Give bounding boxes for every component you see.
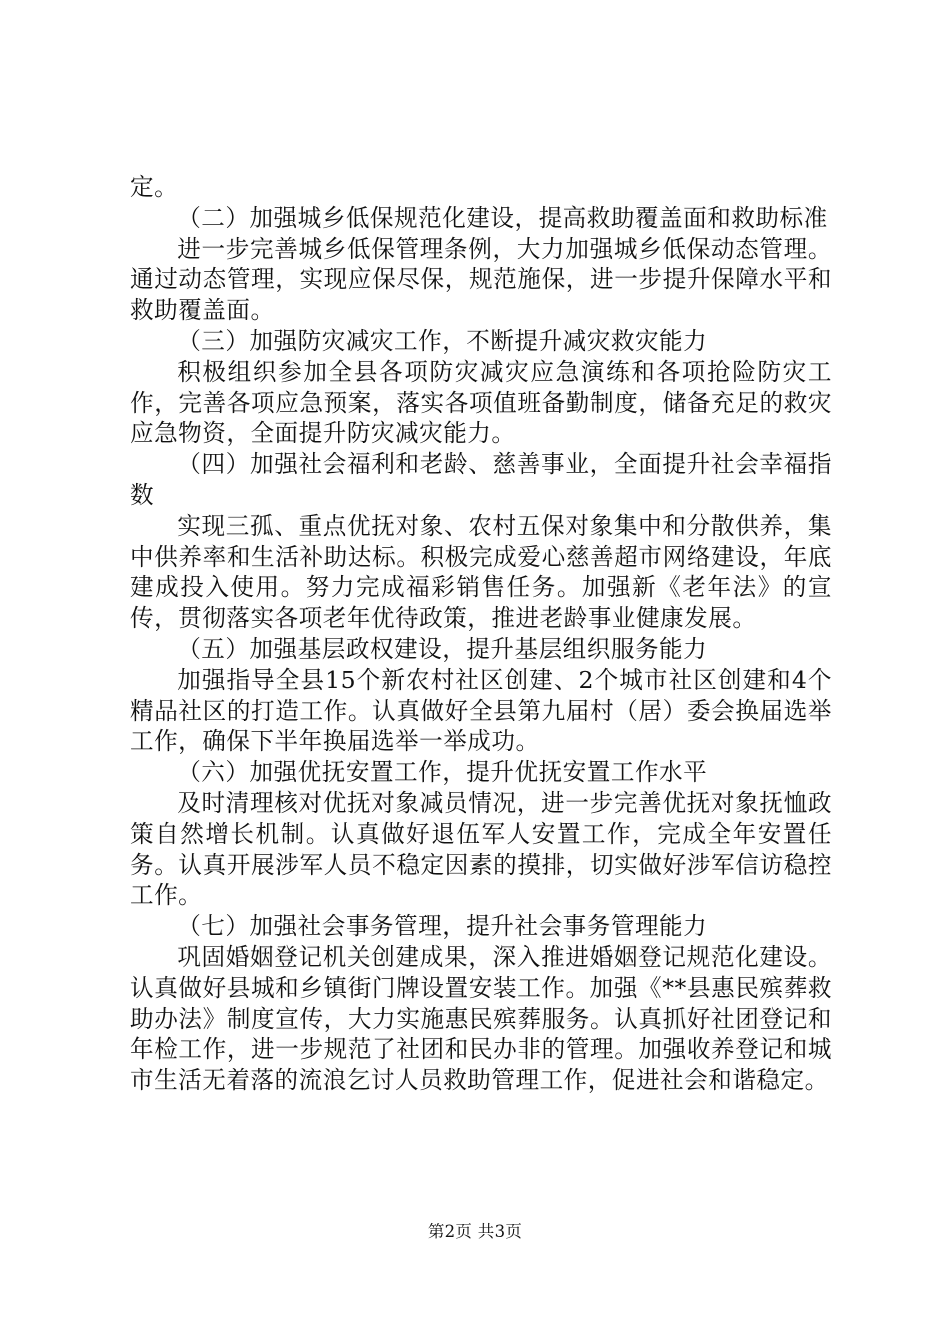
page-footer — [0, 1218, 950, 1242]
section-paragraph: 加强指导全县15个新农村社区创建、2个城市社区创建和4个精品社区的打造工作。认真做好全县第九届村（居）委会换届选举工作，确保下半年换届选举一举成功。 — [130, 665, 832, 756]
continuation-text: 定。 — [130, 173, 179, 201]
section-paragraph: 实现三孤、重点优抚对象、农村五保对象集中和分散供养，集中供养率和生活补助达标。积极完成爱心慈善超市网络建设，年底建成投入使用。努力完成福彩销售任务。加强新《老年法》的宣传，贯彻落实各项老年优待政策，推进老龄事业健康发展。 — [130, 511, 832, 633]
section-heading: （七）加强社会事务管理，提升社会事务管理能力 — [177, 912, 708, 941]
section-heading: （二）加强城乡低保规范化建设，提高救助覆盖面和救助标准 — [177, 203, 828, 232]
section-heading: （四）加强社会福利和老龄、慈善事业，全面提升社会幸福指数 — [130, 450, 832, 509]
section-paragraph: 积极组织参加全县各项防灾减灾应急演练和各项抢险防灾工作，完善各项应急预案，落实各项值班备勤制度，储备充足的救灾应急物资，全面提升防灾减灾能力。 — [130, 357, 832, 448]
page-number: 第2页 共3页 — [427, 1222, 523, 1241]
section-paragraph: 巩固婚姻登记机关创建成果，深入推进婚姻登记规范化建设。认真做好县城和乡镇街门牌设置安装工作。加强《**县惠民殡葬救助办法》制度宣传，大力实施惠民殡葬服务。认真抓好社团登记和年检工作，进一步规范了社团和民办非的管理。加强收养登记和城市生活无着落的流浪乞讨人员救助管理工作，促进社会和谐稳定。 — [130, 942, 832, 1095]
document-body — [130, 172, 832, 1096]
section-paragraph: 进一步完善城乡低保管理条例，大力加强城乡低保动态管理。通过动态管理，实现应保尽保，规范施保，进一步提升保障水平和救助覆盖面。 — [130, 234, 832, 325]
section-heading: （五）加强基层政权建设，提升基层组织服务能力 — [177, 634, 708, 663]
section-heading: （三）加强防灾减灾工作，不断提升减灾救灾能力 — [177, 326, 708, 355]
section-heading: （六）加强优抚安置工作，提升优抚安置工作水平 — [177, 758, 708, 787]
section-paragraph: 及时清理核对优抚对象减员情况，进一步完善优抚对象抚恤政策自然增长机制。认真做好退伍军人安置工作，完成全年安置任务。认真开展涉军人员不稳定因素的摸排，切实做好涉军信访稳控工作。 — [130, 788, 832, 910]
